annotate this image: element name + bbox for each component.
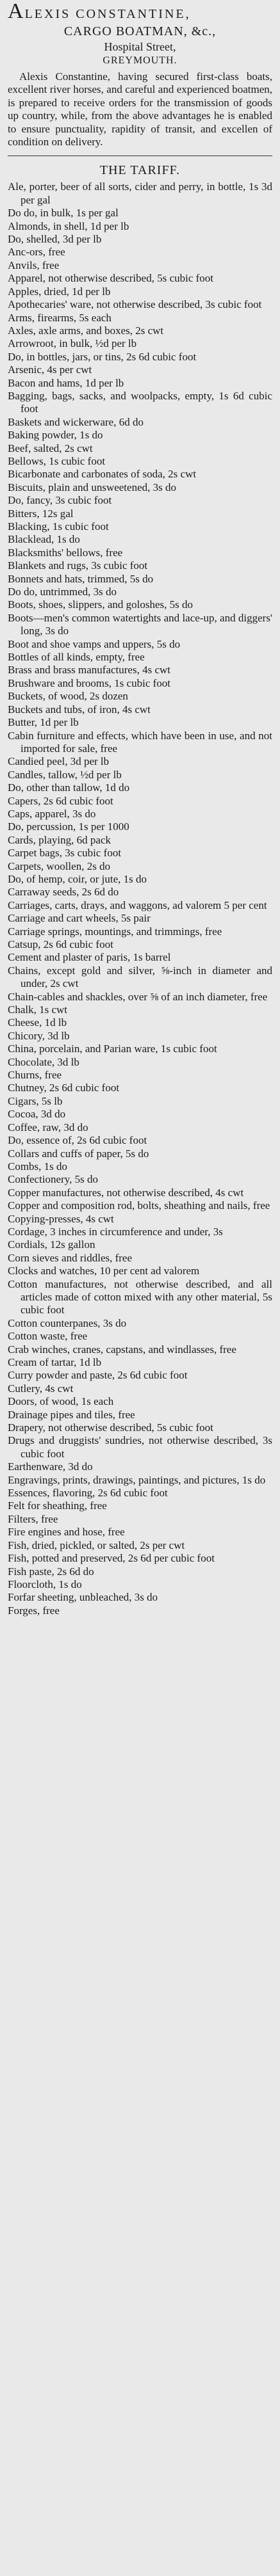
tariff-item: Blankets and rugs, 3s cubic foot <box>8 559 148 572</box>
tariff-item: Cards, playing, 6d pack <box>8 833 111 846</box>
tariff-item: Chains, except gold and silver, ⅝-inch in diameter and under, 2s cwt <box>8 964 272 990</box>
tariff-item: Copper and composition rod, bolts, sheathing and nails, free <box>8 1199 270 1212</box>
tariff-item: Apparel, not otherwise described, 5s cubic foot <box>8 272 214 285</box>
tariff-item: Beef, salted, 2s cwt <box>8 442 93 454</box>
tariff-item: Fish, potted and preserved, 2s 6d per cubic foot <box>8 1552 215 1565</box>
tariff-item: Coffee, raw, 3d do <box>8 1121 88 1133</box>
tariff-item: China, porcelain, and Parian ware, 1s cubic foot <box>8 1043 217 1055</box>
tariff-item: Carriage and cart wheels, 5s pair <box>8 912 151 925</box>
tariff-item: Filters, free <box>8 1512 58 1525</box>
tariff-item: Axles, axle arms, and boxes, 2s cwt <box>8 324 164 337</box>
tariff-item: Copper manufactures, not otherwise described, 4s cwt <box>8 1186 244 1199</box>
tariff-item: Candied peel, 3d per lb <box>8 755 110 768</box>
tariff-item: Carpet bags, 3s cubic foot <box>8 847 122 860</box>
tariff-item: Drainage pipes and tiles, free <box>8 1408 135 1421</box>
tariff-item: Cordials, 12s gallon <box>8 1238 95 1251</box>
trade-line: CARGO BOATMAN, &c., <box>63 24 217 38</box>
tariff-item: Do do, in bulk, 1s per gal <box>8 207 119 220</box>
tariff-item: Bottles of all kinds, empty, free <box>8 651 145 664</box>
drop-cap: A <box>8 0 25 23</box>
tariff-item: Do, of hemp, coir, or jute, 1s do <box>8 872 147 885</box>
tariff-item: Collars and cuffs of paper, 5s do <box>8 1147 149 1160</box>
tariff-item: Cream of tartar, 1d lb <box>8 1356 102 1368</box>
tariff-item: Drugs and druggists' sundries, not otherwise described, 3s cubic foot <box>8 1434 272 1460</box>
tariff-item: Arsenic, 4s per cwt <box>8 364 92 376</box>
tariff-item: Combs, 1s do <box>8 1160 68 1172</box>
tariff-item: Cocoa, 3d do <box>8 1108 66 1121</box>
tariff-item: Cotton waste, free <box>8 1330 88 1343</box>
tariff-item: Bellows, 1s cubic foot <box>8 454 106 467</box>
tariff-item: Buckets, of wood, 2s dozen <box>8 690 128 703</box>
tariff-item: Cutlery, 4s cwt <box>8 1382 74 1395</box>
advertiser-name <box>8 0 272 23</box>
tariff-item: Carriage springs, mountings, and trimmings, free <box>8 925 222 938</box>
tariff-item: Chain-cables and shackles, over ⅝ of an inch diameter, free <box>8 990 268 1003</box>
advertiser-name-rest: LEXIS CONSTANTINE, <box>24 7 191 21</box>
tariff-item: Carraway seeds, 2s 6d do <box>8 886 119 899</box>
tariff-item: Ale, porter, beer of all sorts, cider and perry, in bottle, 1s 3d per gal <box>8 180 272 206</box>
tariff-item: Anc-ors, free <box>8 246 65 259</box>
tariff-item: Cordage, 3 inches in circumference and under, 3s <box>8 1225 223 1238</box>
tariff-item: Clocks and watches, 10 per cent ad valorem <box>8 1265 200 1277</box>
tariff-item: Bicarbonate and carbonates of soda, 2s cwt <box>8 468 197 481</box>
tariff-item: Chutney, 2s 6d cubic foot <box>8 1082 120 1094</box>
tariff-item: Do do, untrimmed, 3s do <box>8 586 117 598</box>
tariff-item: Do, shelled, 3d per lb <box>8 233 102 246</box>
tariff-item: Cigars, 5s lb <box>8 1094 63 1107</box>
tariff-item: Bonnets and hats, trimmed, 5s do <box>8 572 154 585</box>
tariff-item: Drapery, not otherwise described, 5s cubic foot <box>8 1421 213 1434</box>
tariff-item: Doors, of wood, 1s each <box>8 1395 114 1408</box>
tariff-item: Cotton manufactures, not otherwise described, and all articles made of cotton mixed with any other material, 5s cubic foot <box>8 1277 272 1316</box>
tariff-item: Blacklead, 1s do <box>8 533 80 546</box>
tariff-item: Do, essence of, 2s 6d cubic foot <box>8 1134 147 1147</box>
tariff-item: Crab winches, cranes, capstans, and windlasses, free <box>8 1343 236 1356</box>
tariff-item: Forfar sheeting, unbleached, 3s do <box>8 1591 158 1604</box>
tariff-item: Earthenware, 3d do <box>8 1460 93 1473</box>
tariff-item: Bagging, bags, sacks, and woolpacks, empty, 1s 6d cubic foot <box>8 389 272 415</box>
tariff-item: Copying-presses, 4s cwt <box>8 1212 114 1225</box>
address-street: Hospital Street, <box>104 40 176 53</box>
tariff-item: Cotton counterpanes, 3s do <box>8 1316 127 1329</box>
tariff-item: Arms, firearms, 5s each <box>8 311 111 324</box>
tariff-item: Blacksmiths' bellows, free <box>8 546 123 559</box>
tariff-item: Baskets and wickerware, 6d do <box>8 415 144 428</box>
tariff-item: Fire engines and hose, free <box>8 1526 125 1539</box>
tariff-item: Boot and shoe vamps and uppers, 5s do <box>8 637 181 650</box>
tariff-item: Carpets, woollen, 2s do <box>8 860 111 872</box>
tariff-item: Felt for sheathing, free <box>8 1500 107 1512</box>
tariff-item: Candles, tallow, ½d per lb <box>8 768 122 781</box>
tariff-item: Do, other than tallow, 1d do <box>8 781 130 794</box>
tariff-item: Catsup, 2s 6d cubic foot <box>8 938 113 950</box>
tariff-item: Fish paste, 2s 6d do <box>8 1565 94 1578</box>
tariff-item: Blacking, 1s cubic foot <box>8 520 109 532</box>
tariff-item: Anvils, free <box>8 259 60 271</box>
tariff-list <box>8 180 272 1617</box>
tariff-item: Bitters, 12s gal <box>8 507 74 520</box>
tariff-item: Floorcloth, 1s do <box>8 1578 82 1590</box>
tariff-item: Corn sieves and riddles, free <box>8 1251 133 1264</box>
tariff-item: Chicory, 3d lb <box>8 1029 70 1042</box>
tariff-item: Confectionery, 5s do <box>8 1173 99 1186</box>
tariff-item: Forges, free <box>8 1604 60 1617</box>
tariff-item: Do, in bottles, jars, or tins, 2s 6d cubic foot <box>8 350 197 363</box>
tariff-item: Biscuits, plain and unsweetened, 3s do <box>8 481 176 493</box>
tariff-item: Essences, flavoring, 2s 6d cubic foot <box>8 1487 168 1500</box>
tariff-item: Capers, 2s 6d cubic foot <box>8 794 113 807</box>
tariff-item: Butter, 1d per lb <box>8 716 79 729</box>
tariff-item: Churns, free <box>8 1069 62 1082</box>
tariff-item: Carriages, carts, drays, and waggons, ad valorem 5 per cent <box>8 899 267 911</box>
tariff-item: Apothecaries' ware, not otherwise described, 3s cubic foot <box>8 298 262 311</box>
tariff-item: Boots—men's common watertights and lace-up, and diggers' long, 3s do <box>8 611 272 637</box>
tariff-item: Boots, shoes, slippers, and goloshes, 5s do <box>8 598 193 611</box>
tariff-item: Cabin furniture and effects, which have been in use, and not imported for sale, free <box>8 729 272 755</box>
address-town: GREYMOUTH. <box>103 55 177 66</box>
tariff-item: Cement and plaster of paris, 1s barrel <box>8 951 171 964</box>
tariff-item: Apples, dried, 1d per lb <box>8 285 111 298</box>
tariff-item: Almonds, in shell, 1d per lb <box>8 220 129 232</box>
tariff-item: Bacon and hams, 1d per lb <box>8 376 124 389</box>
tariff-item: Baking powder, 1s do <box>8 429 103 442</box>
tariff-item: Caps, apparel, 3s do <box>8 807 96 820</box>
tariff-item: Do, percussion, 1s per 1000 <box>8 820 129 833</box>
tariff-item: Chalk, 1s cwt <box>8 1004 68 1016</box>
tariff-item: Fish, dried, pickled, or salted, 2s per cwt <box>8 1539 185 1551</box>
tariff-item: Brushware and brooms, 1s cubic foot <box>8 676 171 689</box>
intro-paragraph: Alexis Constantine, having secured first-class boats, excellent river horses, and careful and experienced boatmen, is prepared to receive orders for the transmission of goods up country, while, from the above advantages he is enabled to ensure punctuality, rapidity of transit, and excellen of condition on delivery. <box>8 70 272 148</box>
tariff-item: Do, fancy, 3s cubic foot <box>8 494 112 507</box>
tariff-item: Arrowroot, in bulk, ½d per lb <box>8 337 137 350</box>
tariff-item: Brass and brass manufactures, 4s cwt <box>8 664 170 676</box>
tariff-item: Buckets and tubs, of iron, 4s cwt <box>8 703 151 716</box>
tariff-title: THE TARIFF. <box>99 163 181 178</box>
tariff-item: Engravings, prints, drawings, paintings, and pictures, 1s do <box>8 1473 266 1486</box>
tariff-item: Curry powder and paste, 2s 6d cubic foot <box>8 1369 188 1382</box>
tariff-item: Cheese, 1d lb <box>8 1016 67 1029</box>
tariff-item: Chocolate, 3d lb <box>8 1055 79 1068</box>
